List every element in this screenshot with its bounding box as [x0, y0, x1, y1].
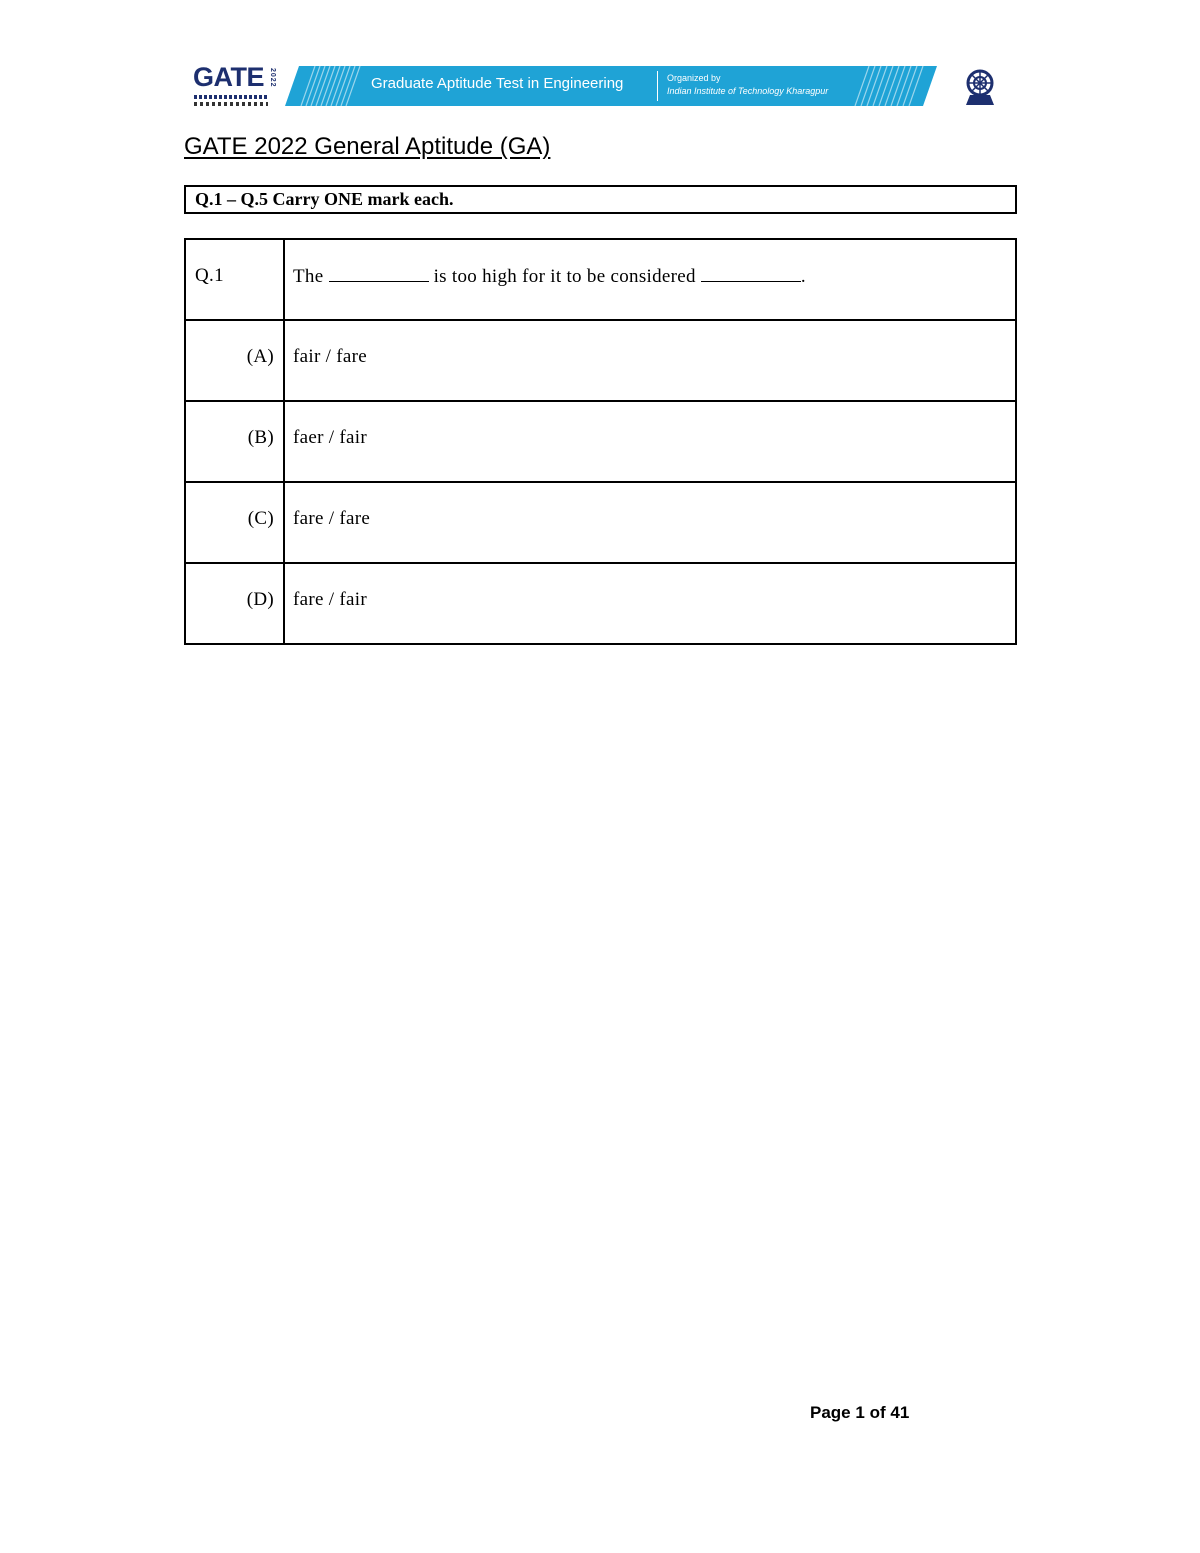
option-row: [185, 563, 1016, 644]
gate-logo-word: GATE: [193, 62, 264, 92]
gate-logo: [193, 64, 281, 106]
option-text-cell: [284, 401, 1016, 482]
option-row: [185, 482, 1016, 563]
question-number: Q.1: [195, 265, 224, 286]
question-table: [184, 238, 1017, 645]
question-text-part1: The: [293, 266, 324, 287]
fill-blank-1: [329, 265, 429, 282]
option-label-cell: [185, 320, 284, 401]
option-text-cell: [284, 482, 1016, 563]
iit-kharagpur-emblem-icon: [960, 67, 1000, 107]
current-page-number: 1: [855, 1403, 865, 1422]
option-row: [185, 401, 1016, 482]
header-banner: [285, 66, 937, 106]
option-row: [185, 320, 1016, 401]
page-word: Page: [810, 1403, 851, 1422]
option-text-cell: [284, 563, 1016, 644]
question-text-cell: [284, 239, 1016, 320]
option-label-c: (C): [247, 508, 274, 529]
total-page-count: 41: [890, 1403, 910, 1422]
gate-logo-year: 2022: [269, 68, 276, 88]
section-heading: Q.1 – Q.5 Carry ONE mark each.: [195, 189, 454, 209]
option-text-cell: [284, 320, 1016, 401]
option-label-cell: [185, 563, 284, 644]
banner-title: Graduate Aptitude Test in Engineering: [371, 75, 624, 92]
section-heading-box: [184, 185, 1017, 214]
page-title: GATE 2022 General Aptitude (GA): [184, 133, 551, 160]
banner-divider: [657, 71, 658, 101]
banner-organizer: Indian Institute of Technology Kharagpur: [667, 86, 829, 96]
question-text-end: .: [800, 266, 806, 287]
gate-logo-tagline-hindi: [194, 102, 268, 106]
question-text: [285, 240, 1015, 288]
question-number-cell: [185, 239, 284, 320]
question-row: [185, 239, 1016, 320]
gate-logo-tagline: [194, 95, 268, 99]
fill-blank-2: [701, 265, 801, 282]
option-text-c: fare / fare: [293, 508, 371, 529]
page-header: [185, 60, 1003, 110]
banner-organized-by: Organized by: [667, 73, 721, 83]
option-text-d: fare / fair: [293, 589, 367, 610]
of-word: of: [869, 1403, 886, 1422]
option-label-b: (B): [247, 427, 274, 448]
option-label-cell: [185, 401, 284, 482]
page-number-footer: [810, 1403, 909, 1423]
option-label-d: (D): [246, 589, 274, 610]
option-text-b: faer / fair: [293, 427, 367, 448]
option-label-a: (A): [246, 346, 274, 367]
option-text-a: fair / fare: [293, 346, 367, 367]
question-text-part2: is too high for it to be considered: [433, 266, 696, 287]
option-label-cell: [185, 482, 284, 563]
